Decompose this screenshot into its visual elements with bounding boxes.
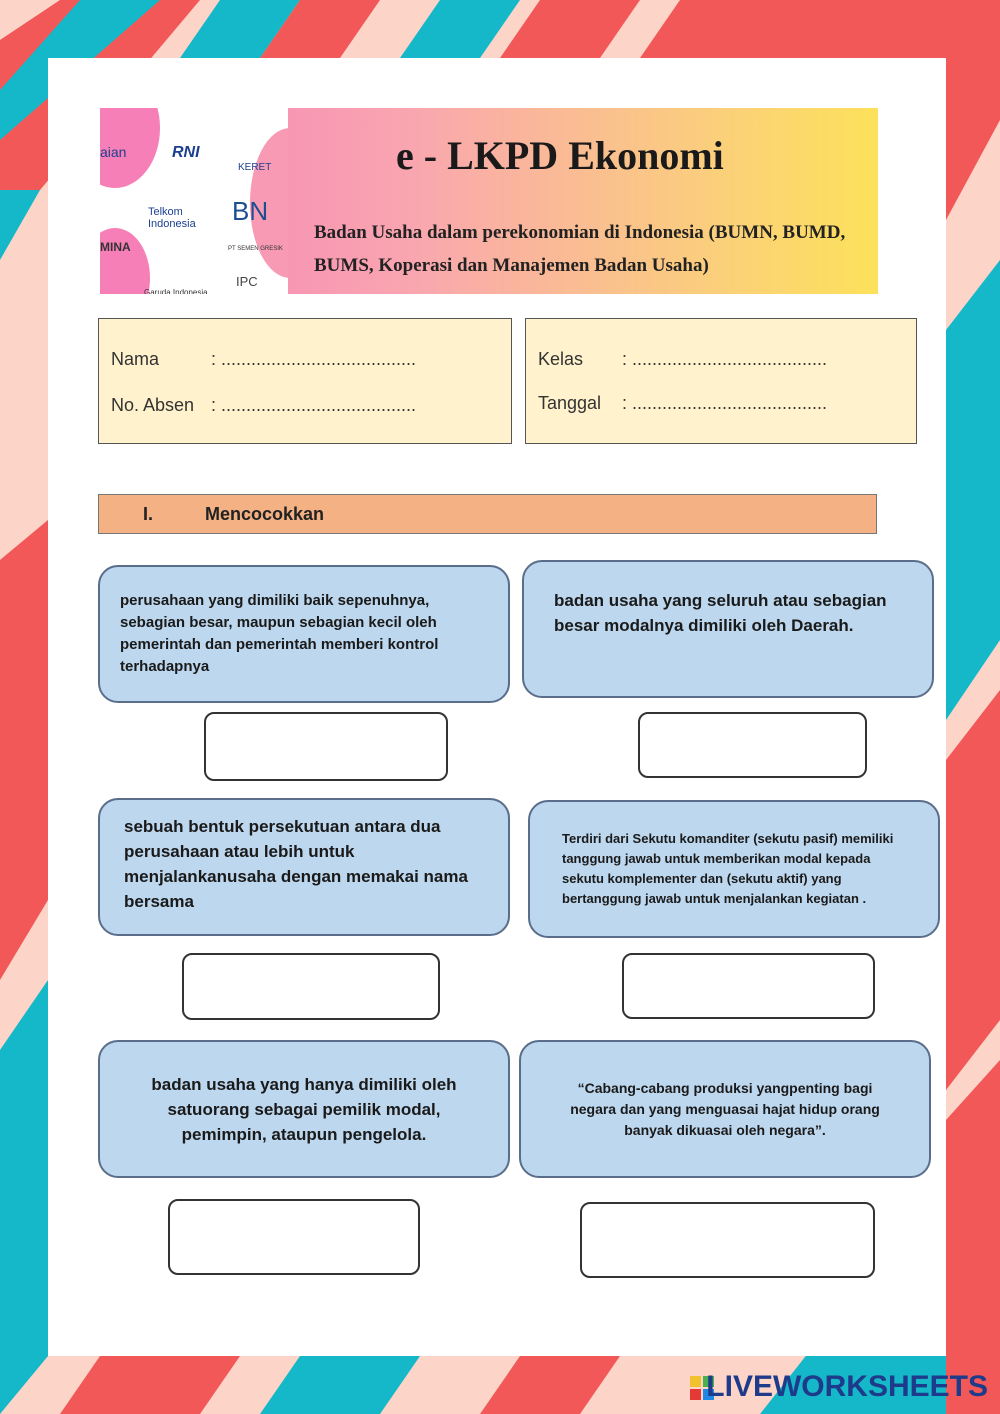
student-identity-box	[98, 318, 512, 444]
kelas-field[interactable]: : .......................................	[622, 349, 828, 369]
absen-field[interactable]: : .......................................	[211, 395, 417, 415]
kelas-label: Kelas	[538, 349, 584, 369]
tanggal-field[interactable]: : .......................................	[622, 393, 828, 413]
semen-gresik-logo: PT SEMEN GRESIK	[228, 246, 283, 252]
telkom-logo: Telkom Indonesia	[148, 206, 196, 230]
ipc-logo: IPC	[236, 274, 258, 289]
matching-card	[98, 565, 510, 703]
card-text: sebuah bentuk persekutuan antara dua perusahaan atau lebih untuk menjalankanusaha dengan memakai nama bersama	[124, 817, 468, 911]
card-text: Terdiri dari Sekutu komanditer (sekutu pasif) memiliki tanggung jawab untuk memberikan modal kepada sekutu komplementer dan (sekutu aktif) yang bertanggung jawab untuk menjalankan kegiatan .	[562, 831, 894, 906]
bni-logo: BN	[232, 196, 269, 226]
answer-input[interactable]	[638, 712, 867, 778]
answer-input[interactable]	[580, 1202, 875, 1278]
absen-label: No. Absen	[111, 395, 195, 415]
company-logos	[100, 108, 288, 294]
section-number: I.	[143, 504, 154, 524]
card-text: badan usaha yang seluruh atau sebagian besar modalnya dimiliki oleh Daerah.	[554, 591, 887, 635]
matching-card	[522, 560, 934, 698]
class-identity-box	[525, 318, 917, 444]
card-text: perusahaan yang dimiliki baik sepenuhnya, sebagian besar, maupun sebagian kecil oleh pemerintah dan pemerintah memberi kontrol terhadapnya	[120, 592, 439, 675]
garuda-logo: Garuda Indonesia	[144, 288, 208, 294]
header-banner	[100, 108, 878, 294]
answer-input[interactable]	[204, 712, 448, 781]
logo-text: MINA	[100, 240, 131, 254]
matching-card	[98, 798, 510, 936]
page-title: e - LKPD Ekonomi	[396, 133, 724, 178]
liveworksheets-brand: LIVEWORKSHEETS	[706, 1370, 988, 1403]
kereta-logo: KERET	[238, 162, 272, 173]
matching-card	[528, 800, 940, 938]
tanggal-label: Tanggal	[538, 393, 602, 413]
matching-card	[98, 1040, 510, 1178]
nama-label: Nama	[111, 349, 160, 369]
page-subtitle: Badan Usaha dalam perekonomian di Indonesia (BUMN, BUMD, BUMS, Koperasi dan Manajemen Badan Usaha)	[314, 222, 846, 276]
answer-input[interactable]	[168, 1199, 420, 1275]
card-text: badan usaha yang hanya dimiliki oleh satuorang sebagai pemilik modal, pemimpin, ataupun pengelola.	[151, 1074, 457, 1144]
matching-card	[519, 1040, 931, 1178]
answer-input[interactable]	[182, 953, 440, 1020]
section-header	[98, 494, 877, 534]
answer-input[interactable]	[622, 953, 875, 1019]
card-text: “Cabang-cabang produksi yangpenting bagi negara dan yang menguasai hajat hidup orang banyak dikuasai oleh negara”.	[570, 1079, 880, 1138]
section-title: Mencocokkan	[205, 504, 325, 524]
logo-text: aian	[100, 144, 127, 160]
nama-field[interactable]: : .......................................	[211, 349, 417, 369]
rni-logo: RNI	[172, 144, 200, 161]
